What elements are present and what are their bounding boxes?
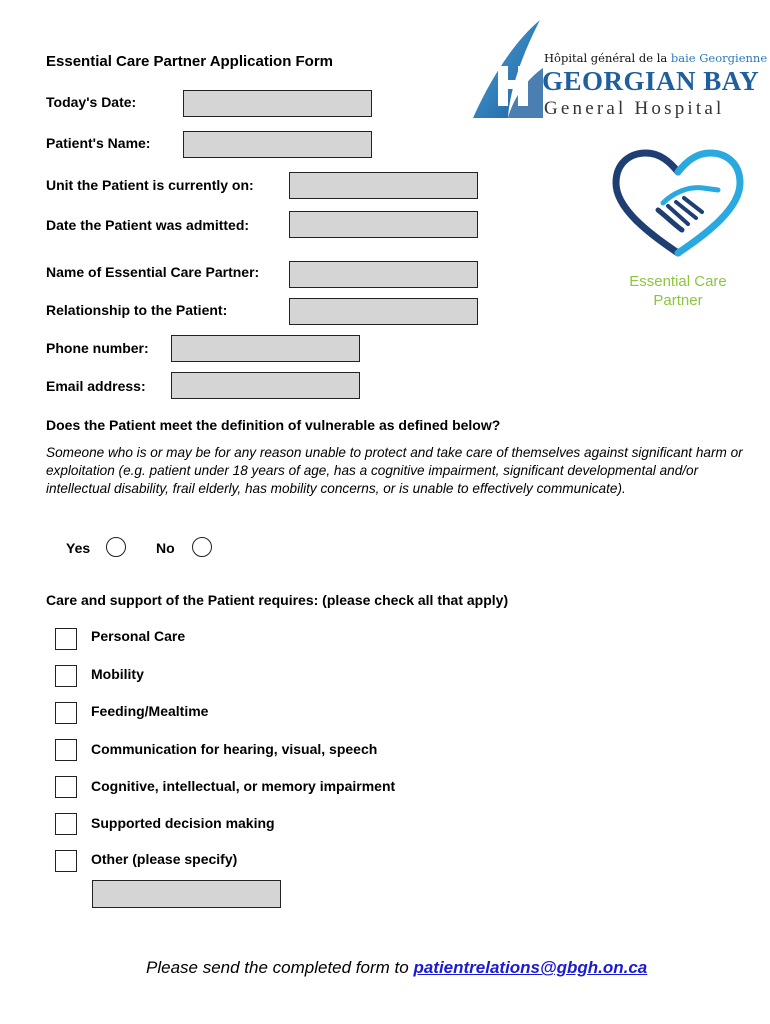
essential-care-partner-badge [608,148,748,318]
date-admitted-field[interactable] [289,211,478,238]
checkbox-personal-care[interactable] [55,628,77,650]
badge-line1: Essential Care [629,273,727,290]
option-decision-making: Supported decision making [91,815,275,831]
option-communication: Communication for hearing, visual, speech [91,741,378,757]
option-other: Other (please specify) [91,851,238,867]
form-title: Essential Care Partner Application Form [46,53,334,70]
logo-name-main: GEORGIAN BAY [542,66,760,96]
label-relationship: Relationship to the Patient: [46,302,228,318]
relationship-field[interactable] [289,298,478,325]
footer-text: Please send the completed form to [146,958,414,977]
radio-yes[interactable] [106,537,126,557]
checkbox-feeding[interactable] [55,702,77,724]
footer-note [146,958,647,978]
patient-name-field[interactable] [183,131,372,158]
label-date-admitted: Date the Patient was admitted: [46,217,250,233]
care-question: Care and support of the Patient requires: (please check all that apply) [46,592,509,608]
unit-field[interactable] [289,172,478,199]
vulnerable-definition: Someone who is or may be for any reason unable to protect and take care of themselves against significant harm or exploitation (e.g. patient under 18 years of age, has a cognitive impairment, significant developmental and/or intellectual disability, frail elderly, has mobility concerns, or is unable to effectively communicate). [46,445,743,496]
checkbox-communication[interactable] [55,739,77,761]
phone-field[interactable] [171,335,360,362]
email-field[interactable] [171,372,360,399]
label-ecp-name: Name of Essential Care Partner: [46,264,260,280]
checkbox-mobility[interactable] [55,665,77,687]
radio-no[interactable] [192,537,212,557]
heart-handshake-icon [608,148,748,258]
badge-line2: Partner [653,292,703,309]
hospital-logo [468,18,768,128]
label-unit: Unit the Patient is currently on: [46,177,254,193]
label-todays-date: Today's Date: [46,94,137,110]
label-email: Email address: [46,378,146,394]
radio-no-label: No [156,540,175,556]
checkbox-cognitive[interactable] [55,776,77,798]
patient-relations-email-link[interactable]: patientrelations@gbgh.on.ca [413,958,648,977]
radio-yes-label: Yes [66,540,91,556]
option-cognitive: Cognitive, intellectual, or memory impairment [91,778,396,794]
sail-logo-icon [468,18,548,123]
option-mobility: Mobility [91,666,144,682]
option-feeding: Feeding/Mealtime [91,703,209,719]
label-phone: Phone number: [46,340,149,356]
vulnerable-question: Does the Patient meet the definition of vulnerable as defined below? [46,417,501,433]
checkbox-decision-making[interactable] [55,813,77,835]
logo-french-name [544,51,767,65]
checkbox-other[interactable] [55,850,77,872]
todays-date-field[interactable] [183,90,372,117]
badge-text [618,272,738,310]
option-personal-care: Personal Care [91,628,186,644]
label-patient-name: Patient's Name: [46,135,151,151]
logo-name-sub: General Hospital [544,98,725,119]
ecp-name-field[interactable] [289,261,478,288]
logo-french-suffix: baie Georgienne [670,51,768,65]
logo-french-prefix: Hôpital général de la [544,51,671,65]
other-specify-field[interactable] [92,880,281,908]
